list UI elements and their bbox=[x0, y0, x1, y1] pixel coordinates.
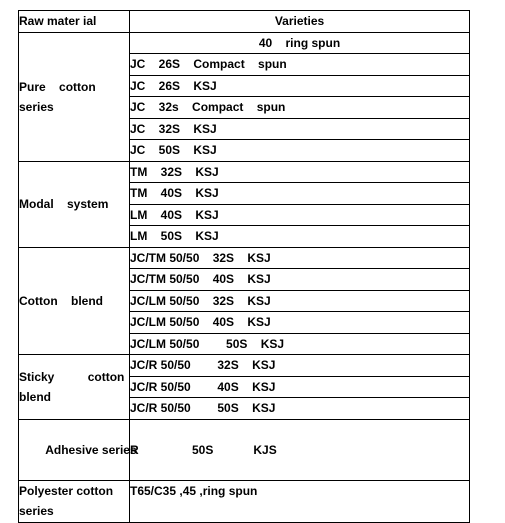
variety-cell: JC/LM 50/50 32S KSJ bbox=[130, 290, 470, 312]
variety-cell: JC/TM 50/50 40S KSJ bbox=[130, 269, 470, 291]
category-sticky-cotton-blend bbox=[19, 355, 130, 420]
category-line: Modal system bbox=[19, 197, 109, 211]
variety-cell: JC/R 50/50 32S KSJ bbox=[130, 355, 470, 377]
category-line: Pure cotton bbox=[19, 79, 96, 94]
category-adhesive-series bbox=[19, 419, 137, 480]
variety-cell: JC/R 50/50 40S KSJ bbox=[130, 376, 470, 398]
variety-cell: JC 50S KSJ bbox=[130, 140, 470, 162]
variety-cell: T65/C35 ,45 ,ring spun bbox=[130, 480, 470, 522]
table-row bbox=[19, 480, 470, 522]
table-row bbox=[19, 247, 470, 269]
variety-cell: JC 32S KSJ bbox=[130, 118, 470, 140]
table-row bbox=[19, 419, 470, 480]
category-line: blend bbox=[19, 389, 51, 404]
variety-cell: JC/R 50/50 50S KSJ bbox=[130, 398, 470, 420]
variety-cell: JC 26S Compact spun bbox=[130, 54, 470, 76]
category-line: Cotton blend bbox=[19, 293, 103, 308]
variety-cell: JC/LM 50/50 50S KSJ bbox=[130, 333, 470, 355]
category-line: Sticky cotton bbox=[19, 369, 125, 384]
variety-cell: LM 50S KSJ bbox=[130, 226, 470, 248]
table-row bbox=[19, 32, 470, 54]
variety-cell: R 50S KJS bbox=[130, 419, 470, 480]
variety-cell: JC 26S KSJ bbox=[130, 75, 470, 97]
variety-cell: 40 ring spun bbox=[130, 32, 470, 54]
category-polyester-cotton-series bbox=[19, 480, 130, 522]
variety-cell: TM 32S KSJ bbox=[130, 161, 470, 183]
variety-cell: JC/LM 50/50 40S KSJ bbox=[130, 312, 470, 334]
category-line: Polyester cotton bbox=[19, 484, 114, 498]
category-pure-cotton bbox=[19, 32, 130, 161]
category-modal-system bbox=[19, 161, 130, 247]
header-raw-material: Raw mater ial bbox=[19, 11, 130, 33]
variety-cell: LM 40S KSJ bbox=[130, 204, 470, 226]
variety-cell: JC/TM 50/50 32S KSJ bbox=[130, 247, 470, 269]
table-row bbox=[19, 161, 470, 183]
header-row bbox=[19, 11, 470, 33]
variety-cell: TM 40S KSJ bbox=[130, 183, 470, 205]
category-line: series bbox=[19, 504, 54, 518]
table-row bbox=[19, 355, 470, 377]
category-line: Adhesive series bbox=[45, 442, 137, 457]
category-cotton-blend bbox=[19, 247, 130, 355]
header-varieties: Varieties bbox=[130, 11, 470, 33]
category-line: series bbox=[19, 99, 54, 114]
variety-cell: JC 32s Compact spun bbox=[130, 97, 470, 119]
yarn-varieties-table bbox=[18, 10, 470, 523]
